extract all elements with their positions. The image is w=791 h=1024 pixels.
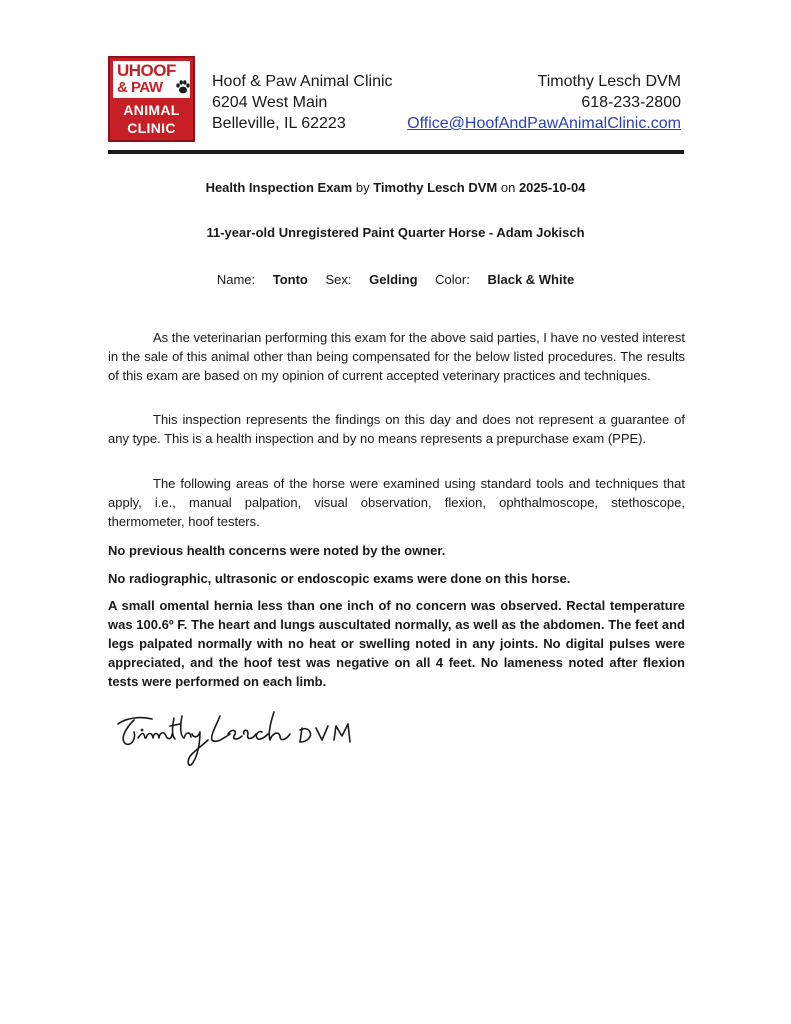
methods-paragraph: The following areas of the horse were examined using standard tools and techniques that apply, i.e., manual palpation, visual observation, flexion, ophthalmoscope, stethoscope, thermometer, hoof testers. xyxy=(108,476,685,529)
horse-details xyxy=(0,272,791,287)
exam-subject xyxy=(0,225,791,240)
scope-paragraph: This inspection represents the findings on this day and does not represent a guarantee of any type. This is a health inspection and by no means represents a prepurchase exam (PPE). xyxy=(108,412,685,446)
horse-name-label: Name: xyxy=(216,272,256,287)
header-divider xyxy=(108,150,684,154)
horse-sex-value: Gelding xyxy=(369,272,418,287)
clinic-street: 6204 West Main xyxy=(212,94,328,111)
clinic-logo xyxy=(108,56,195,142)
horse-color-field xyxy=(435,272,574,287)
finding-owner-history: No previous health concerns were noted by the owner. xyxy=(108,543,446,558)
exam-subject-text: 11-year-old Unregistered Paint Quarter Horse - Adam Jokisch xyxy=(206,225,585,240)
exam-on-text: on xyxy=(500,180,516,195)
horse-name-field xyxy=(217,272,308,287)
doctor-signature xyxy=(112,708,362,778)
disclosure-paragraph: As the veterinarian performing this exam for the above said parties, I have no vested interest in the sale of this animal other than being compensated for the below listed procedures. The results of this exam are based on my opinion of current accepted veterinary practices and techniques. xyxy=(108,330,685,383)
finding-imaging: No radiographic, ultrasonic or endoscopic exams were done on this horse. xyxy=(108,571,571,586)
clinic-address-block xyxy=(212,71,393,134)
exam-date: 2025-10-04 xyxy=(518,180,586,195)
clinic-city: Belleville, IL 62223 xyxy=(212,115,346,132)
logo-line-animal: ANIMAL xyxy=(123,102,180,118)
logo-line-paw: & PAW xyxy=(117,79,163,96)
doctor-phone: 618-233-2800 xyxy=(581,94,681,111)
exam-title-label: Health Inspection Exam xyxy=(205,180,353,195)
clinic-name: Hoof & Paw Animal Clinic xyxy=(212,73,393,90)
finding-exam-results: A small omental hernia less than one inch of no concern was observed. Rectal temperature was 100.6º F. The heart and lungs auscultated normally, as well as the abdomen. The feet and legs palpated normally with no heat or swelling noted in any joints. No digital pulses were appreciated, and the hoof test was negative on all 4 feet. No lameness noted after flexion tests were performed on each limb. xyxy=(108,598,685,689)
doctor-contact-block xyxy=(407,71,681,134)
logo-top-panel xyxy=(113,61,190,98)
horse-sex-label: Sex: xyxy=(325,272,352,287)
exam-title xyxy=(0,180,791,195)
horse-color-value: Black & White xyxy=(487,272,575,287)
paw-print-icon xyxy=(175,79,191,95)
horse-name-value: Tonto xyxy=(272,272,308,287)
horse-sex-field xyxy=(326,272,418,287)
horse-color-label: Color: xyxy=(435,272,470,287)
doctor-email-link[interactable]: Office@HoofAndPawAnimalClinic.com xyxy=(407,115,681,132)
logo-line-hoof: UHOOF xyxy=(117,61,176,80)
logo-line-clinic: CLINIC xyxy=(127,120,176,136)
doctor-name: Timothy Lesch DVM xyxy=(537,73,681,90)
exam-examiner: Timothy Lesch DVM xyxy=(373,180,498,195)
logo-bottom-text xyxy=(110,101,193,137)
exam-by-text: by xyxy=(355,180,370,195)
